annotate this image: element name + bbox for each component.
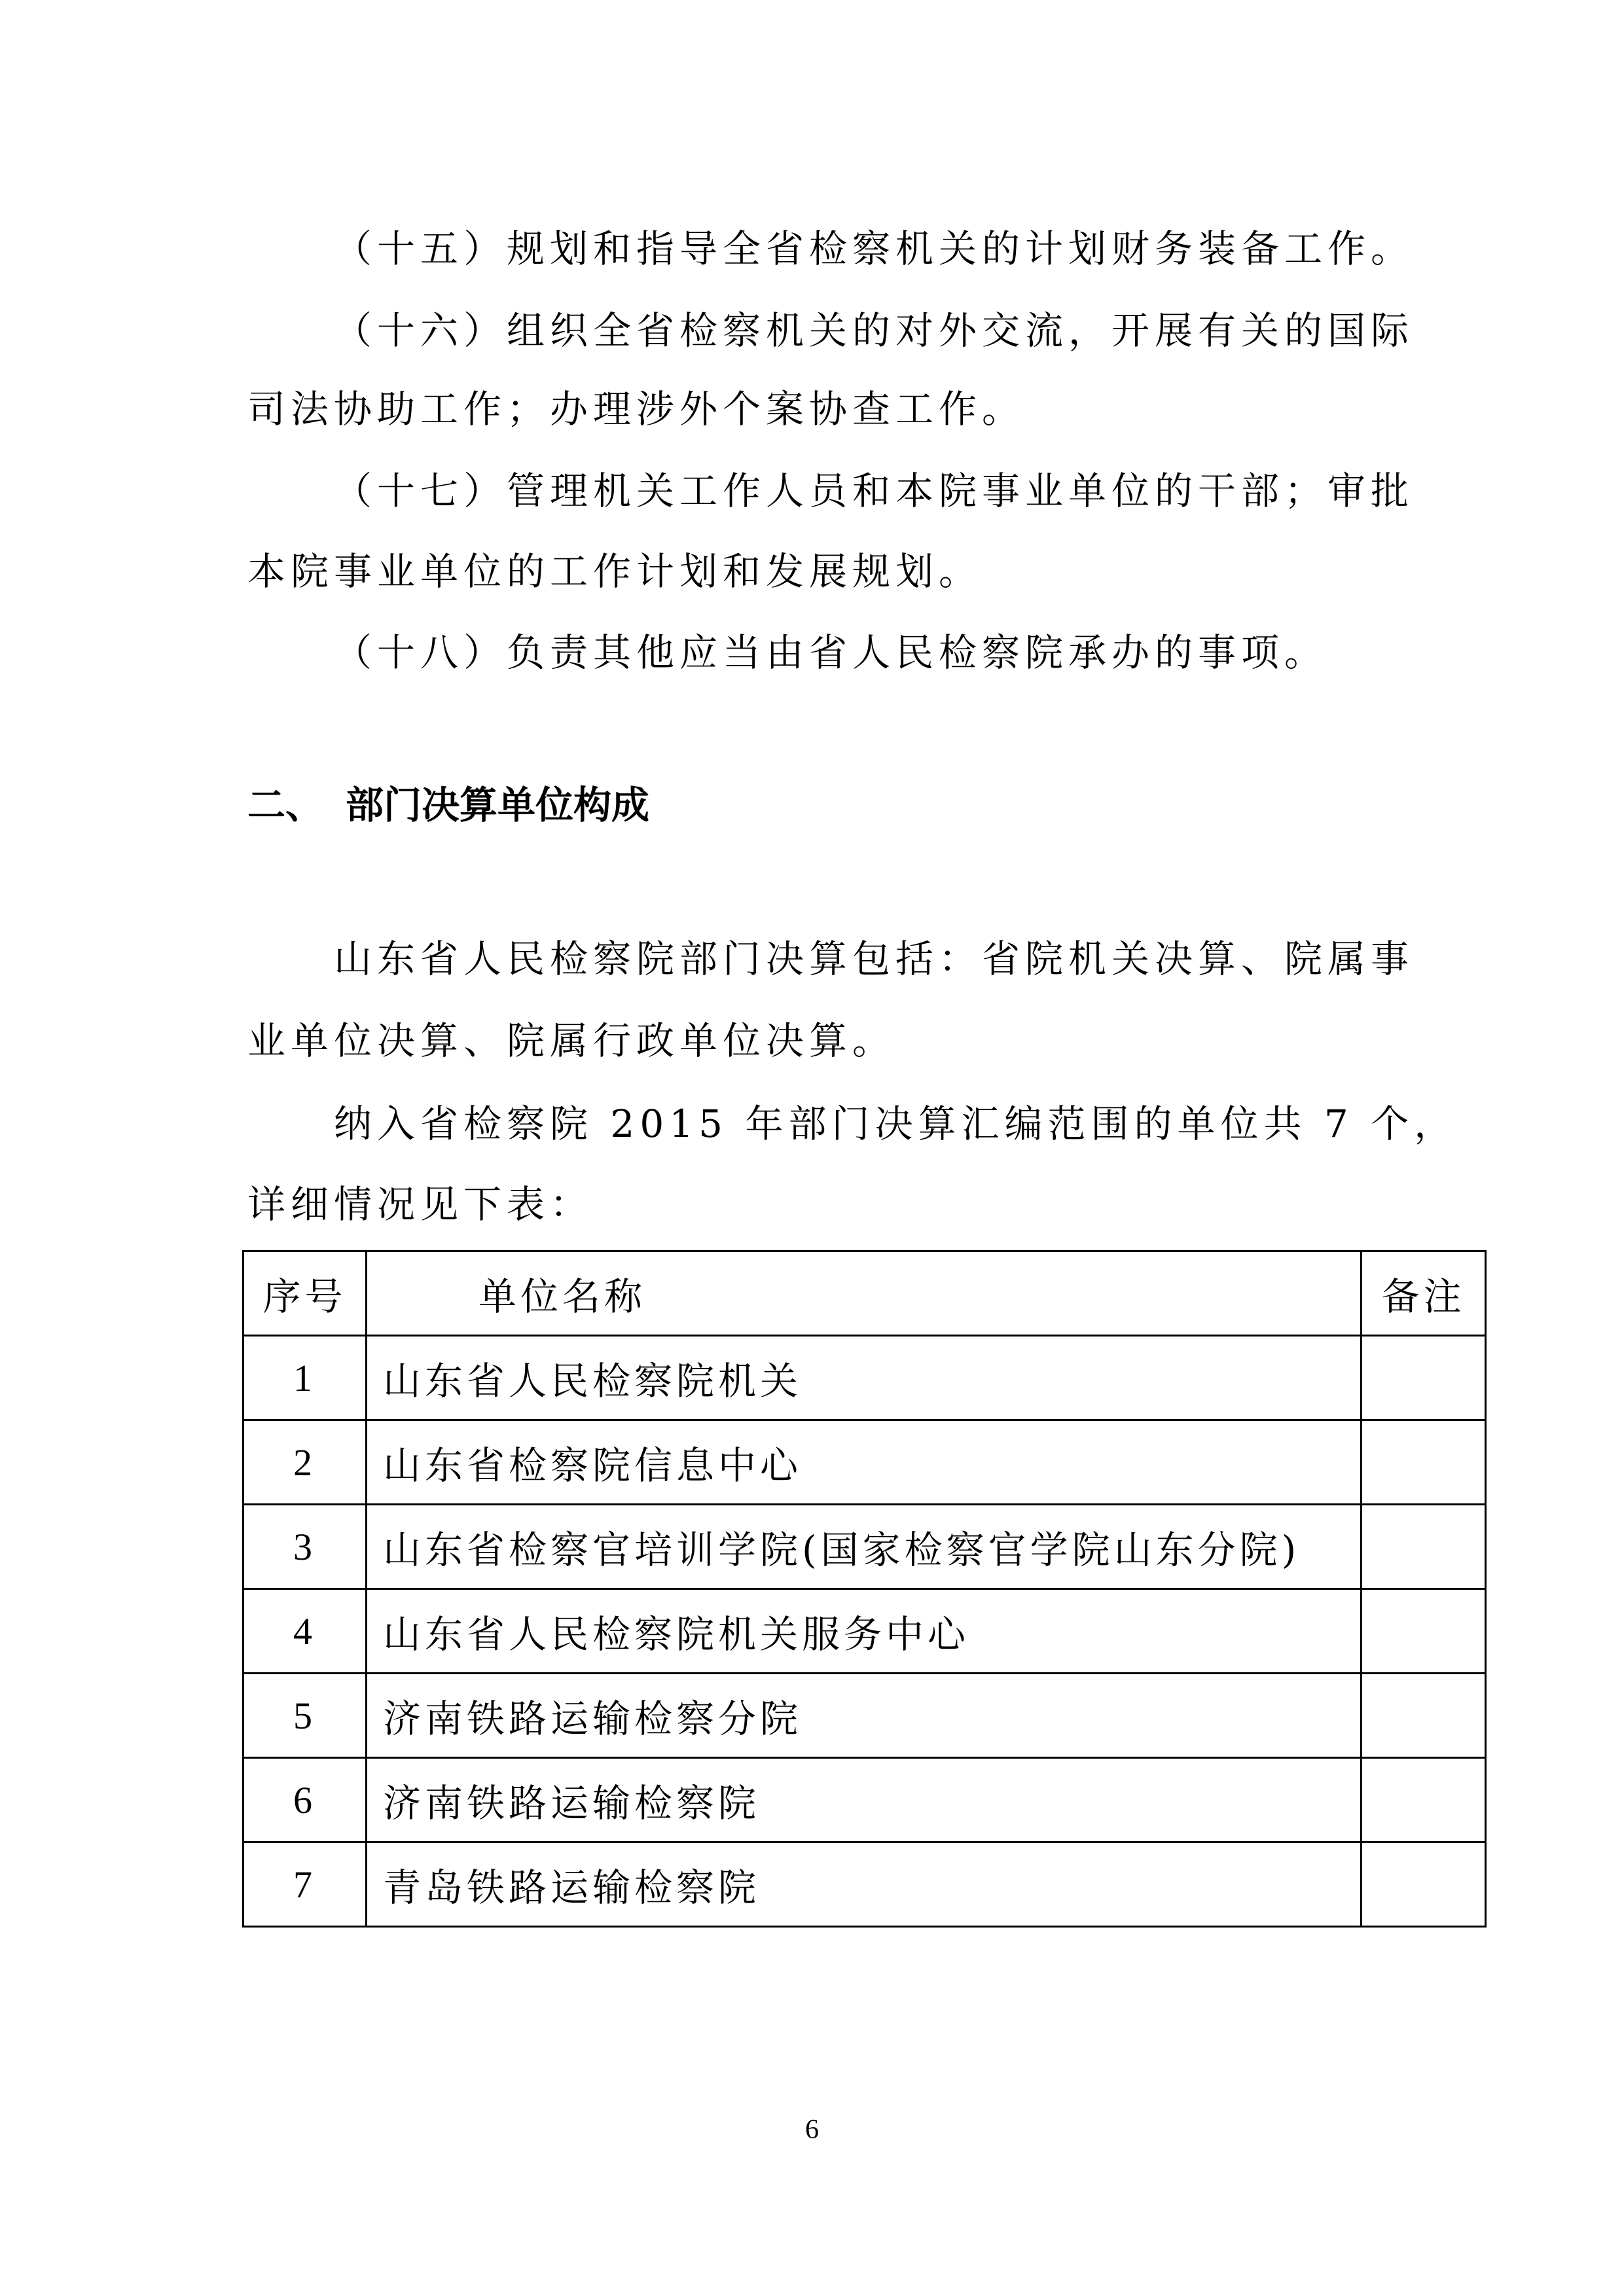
row-seq: 2 [244, 1420, 367, 1505]
table-row [244, 1420, 1486, 1505]
row-note [1362, 1589, 1486, 1674]
header-note: 备注 [1362, 1251, 1486, 1336]
row-seq: 5 [244, 1674, 367, 1758]
row-unit-name: 山东省检察院信息中心 [367, 1420, 1362, 1505]
intro-paragraph-1-line-2: 业单位决算、院属行政单位决算。 [247, 1018, 896, 1063]
paragraph-item-17-line-1: （十七）管理机关工作人员和本院事业单位的干部；审批 [334, 469, 1415, 513]
row-unit-name: 山东省检察官培训学院(国家检察官学院山东分院) [367, 1505, 1362, 1589]
row-seq: 6 [244, 1758, 367, 1842]
paragraph-item-18-line-1: （十八）负责其他应当由省人民检察院承办的事项。 [334, 630, 1328, 675]
paragraph-item-15-line-1: （十五）规划和指导全省检察机关的计划财务装备工作。 [334, 226, 1415, 271]
table-header-row [244, 1251, 1486, 1336]
row-note [1362, 1674, 1486, 1758]
paragraph-item-17-line-2: 本院事业单位的工作计划和发展规划。 [247, 549, 983, 594]
header-unit-name: 单位名称 [367, 1251, 1362, 1336]
table-row [244, 1505, 1486, 1589]
row-seq: 3 [244, 1505, 367, 1589]
table-row [244, 1842, 1486, 1927]
row-seq: 1 [244, 1336, 367, 1420]
row-note [1362, 1842, 1486, 1927]
paragraph-item-16-line-2: 司法协助工作；办理涉外个案协查工作。 [247, 387, 1026, 431]
section-number: 二、 [247, 783, 324, 827]
table-row [244, 1674, 1486, 1758]
section-heading [247, 782, 649, 828]
page-number: 6 [805, 2115, 819, 2145]
intro-paragraph-1-line-1: 山东省人民检察院部门决算包括：省院机关决算、院属事 [334, 937, 1415, 981]
intro-paragraph-2-line-1: 纳入省检察院 2015 年部门决算汇编范围的单位共 7 个， [334, 1102, 1458, 1146]
table-row [244, 1336, 1486, 1420]
row-note [1362, 1420, 1486, 1505]
row-seq: 7 [244, 1842, 367, 1927]
row-seq: 4 [244, 1589, 367, 1674]
row-unit-name: 青岛铁路运输检察院 [367, 1842, 1362, 1927]
section-title: 部门决算单位构成 [346, 783, 650, 827]
row-unit-name: 山东省人民检察院机关服务中心 [367, 1589, 1362, 1674]
header-seq: 序号 [244, 1251, 367, 1336]
row-unit-name: 济南铁路运输检察分院 [367, 1674, 1362, 1758]
row-unit-name: 济南铁路运输检察院 [367, 1758, 1362, 1842]
table-row [244, 1758, 1486, 1842]
row-note [1362, 1505, 1486, 1589]
row-note [1362, 1758, 1486, 1842]
row-unit-name: 山东省人民检察院机关 [367, 1336, 1362, 1420]
table-row [244, 1589, 1486, 1674]
units-table [242, 1250, 1487, 1928]
row-note [1362, 1336, 1486, 1420]
intro-paragraph-2-line-2: 详细情况见下表： [247, 1182, 594, 1227]
paragraph-item-16-line-1: （十六）组织全省检察机关的对外交流，开展有关的国际 [334, 308, 1415, 353]
